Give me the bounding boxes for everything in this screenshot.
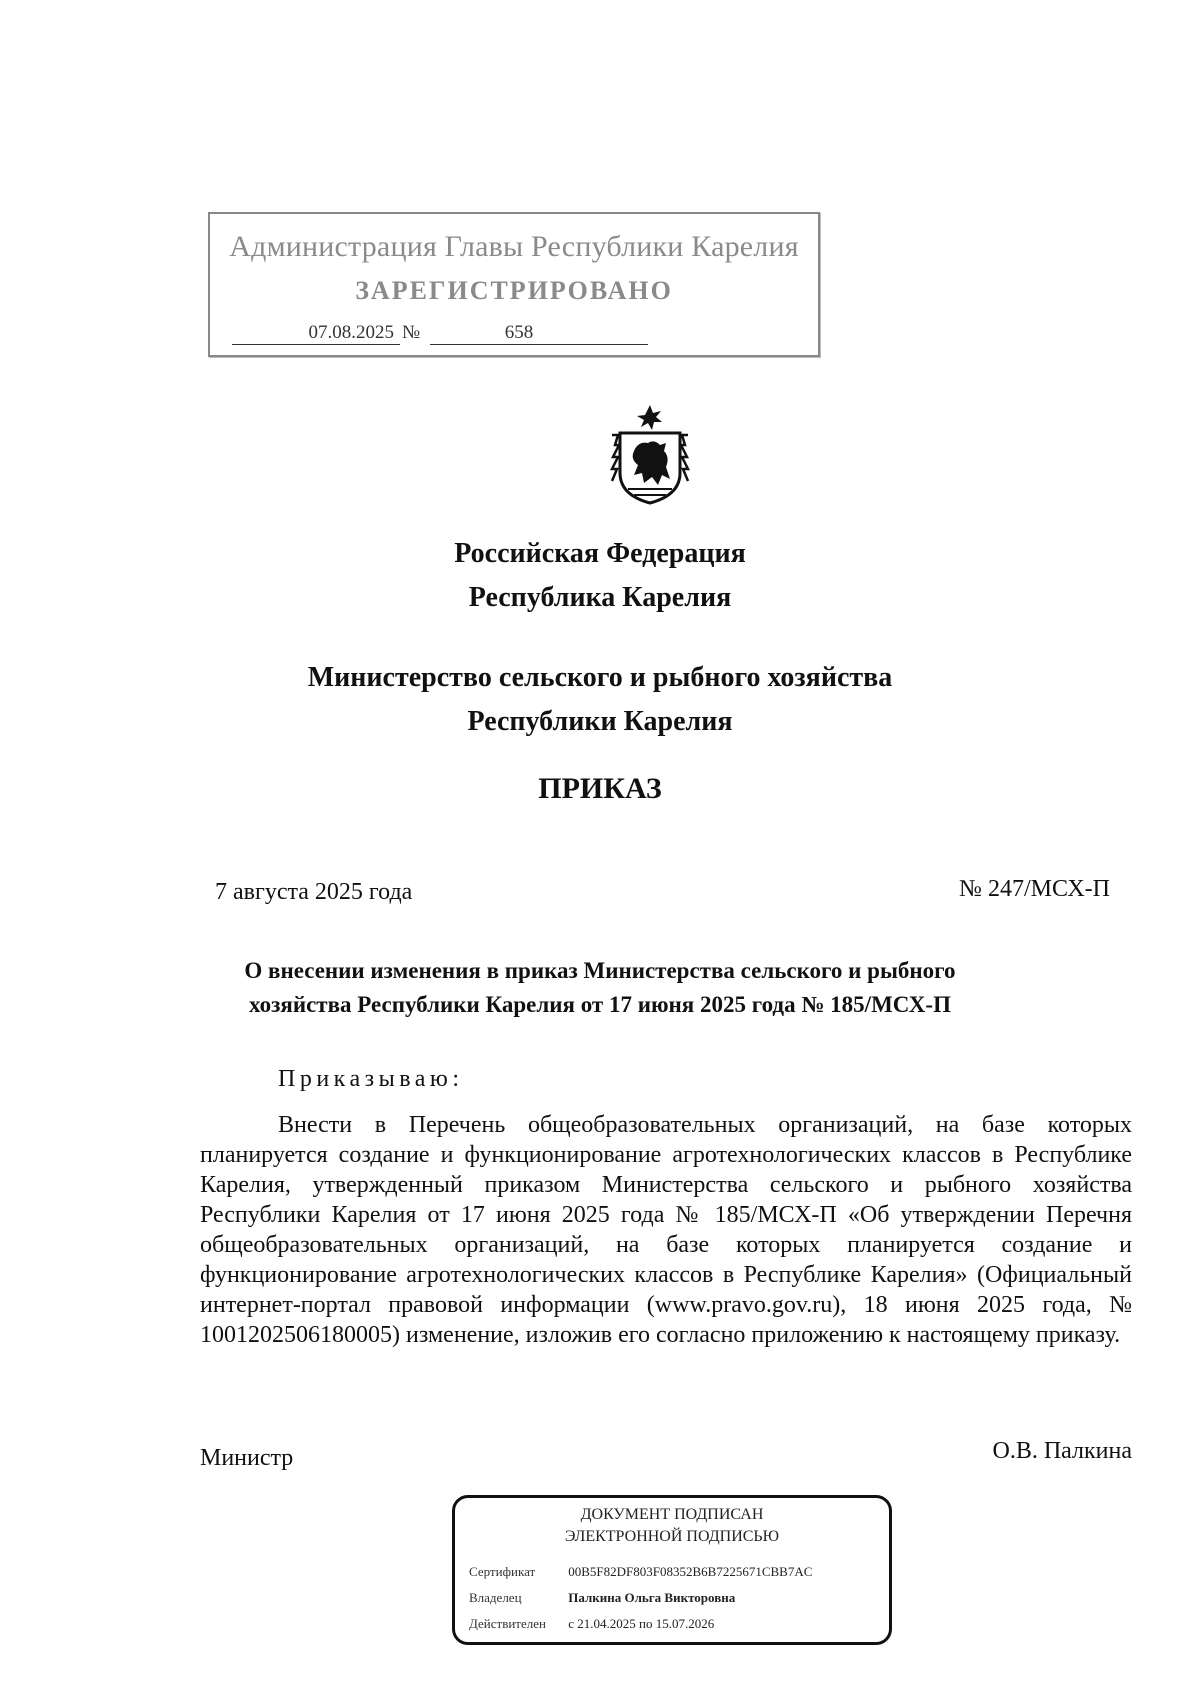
esig-validity-row <box>469 1616 714 1632</box>
order-subject-line1: О внесении изменения в приказ Министерства сельского и рыбного <box>244 958 956 983</box>
registration-number-label: № <box>402 322 421 343</box>
esig-validity-label: Действителен <box>469 1616 546 1631</box>
ministry-name-line1: Министерство сельского и рыбного хозяйства <box>307 662 893 693</box>
order-number: № 247/МСХ-П <box>959 876 1110 902</box>
registration-number: 658 <box>430 322 648 345</box>
registration-date: 07.08.2025 <box>232 322 400 345</box>
esig-owner-label: Владелец <box>469 1590 522 1605</box>
registration-organization: Администрация Главы Республики Карелия <box>229 230 799 263</box>
esig-certificate-label: Сертификат <box>469 1564 536 1579</box>
order-date: 7 августа 2025 года <box>215 879 413 905</box>
electronic-signature-stamp <box>452 1495 892 1645</box>
order-directive: Приказываю: <box>278 1066 464 1092</box>
esig-owner-row <box>469 1590 735 1606</box>
esig-validity: с 21.04.2025 по 15.07.2026 <box>568 1616 715 1631</box>
signatory-title: Министр <box>200 1445 294 1471</box>
esig-heading-line1: ДОКУМЕНТ ПОДПИСАН <box>580 1506 764 1523</box>
order-body: Внести в Перечень общеобразовательных организаций, на базе которых планируется создание и функционирование агротехнологических классов в Республике Карелия, утвержденный приказом Министерства сельского и рыбного хозяйства Республики Карелия от 17 июня 2025 года № 185/МСХ-П «Об утверждении Перечня общеобразовательных организаций, на базе которых планируется создание и функционирование агротехнологических классов в Республике Карелия» (Официальный интернет-портал правовой информации (www.pravo.gov.ru), 18 июня 2025 года, № 1001202506180005) изменение, изложив его согласно приложению к настоящему приказу. <box>200 1112 1132 1348</box>
esig-owner: Палкина Ольга Викторовна <box>568 1590 736 1605</box>
ministry-name-line2: Республики Карелия <box>467 706 733 737</box>
order-subject-line2: хозяйства Республики Карелия от 17 июня 2025 года № 185/МСХ-П <box>249 992 951 1017</box>
registration-stamp <box>208 212 820 357</box>
country-name: Российская Федерация <box>454 538 746 569</box>
esig-certificate-row <box>469 1564 812 1580</box>
signatory-name: О.В. Палкина <box>992 1438 1132 1464</box>
esig-certificate: 00B5F82DF803F08352B6B7225671CBB7AC <box>568 1564 813 1579</box>
document-type: ПРИКАЗ <box>538 772 662 805</box>
region-name: Республика Карелия <box>468 582 732 613</box>
registration-status: ЗАРЕГИСТРИРОВАНО <box>355 276 673 305</box>
coat-of-arms-icon <box>608 403 692 507</box>
esig-heading-line2: ЭЛЕКТРОННОЙ ПОДПИСЬЮ <box>564 1528 780 1545</box>
